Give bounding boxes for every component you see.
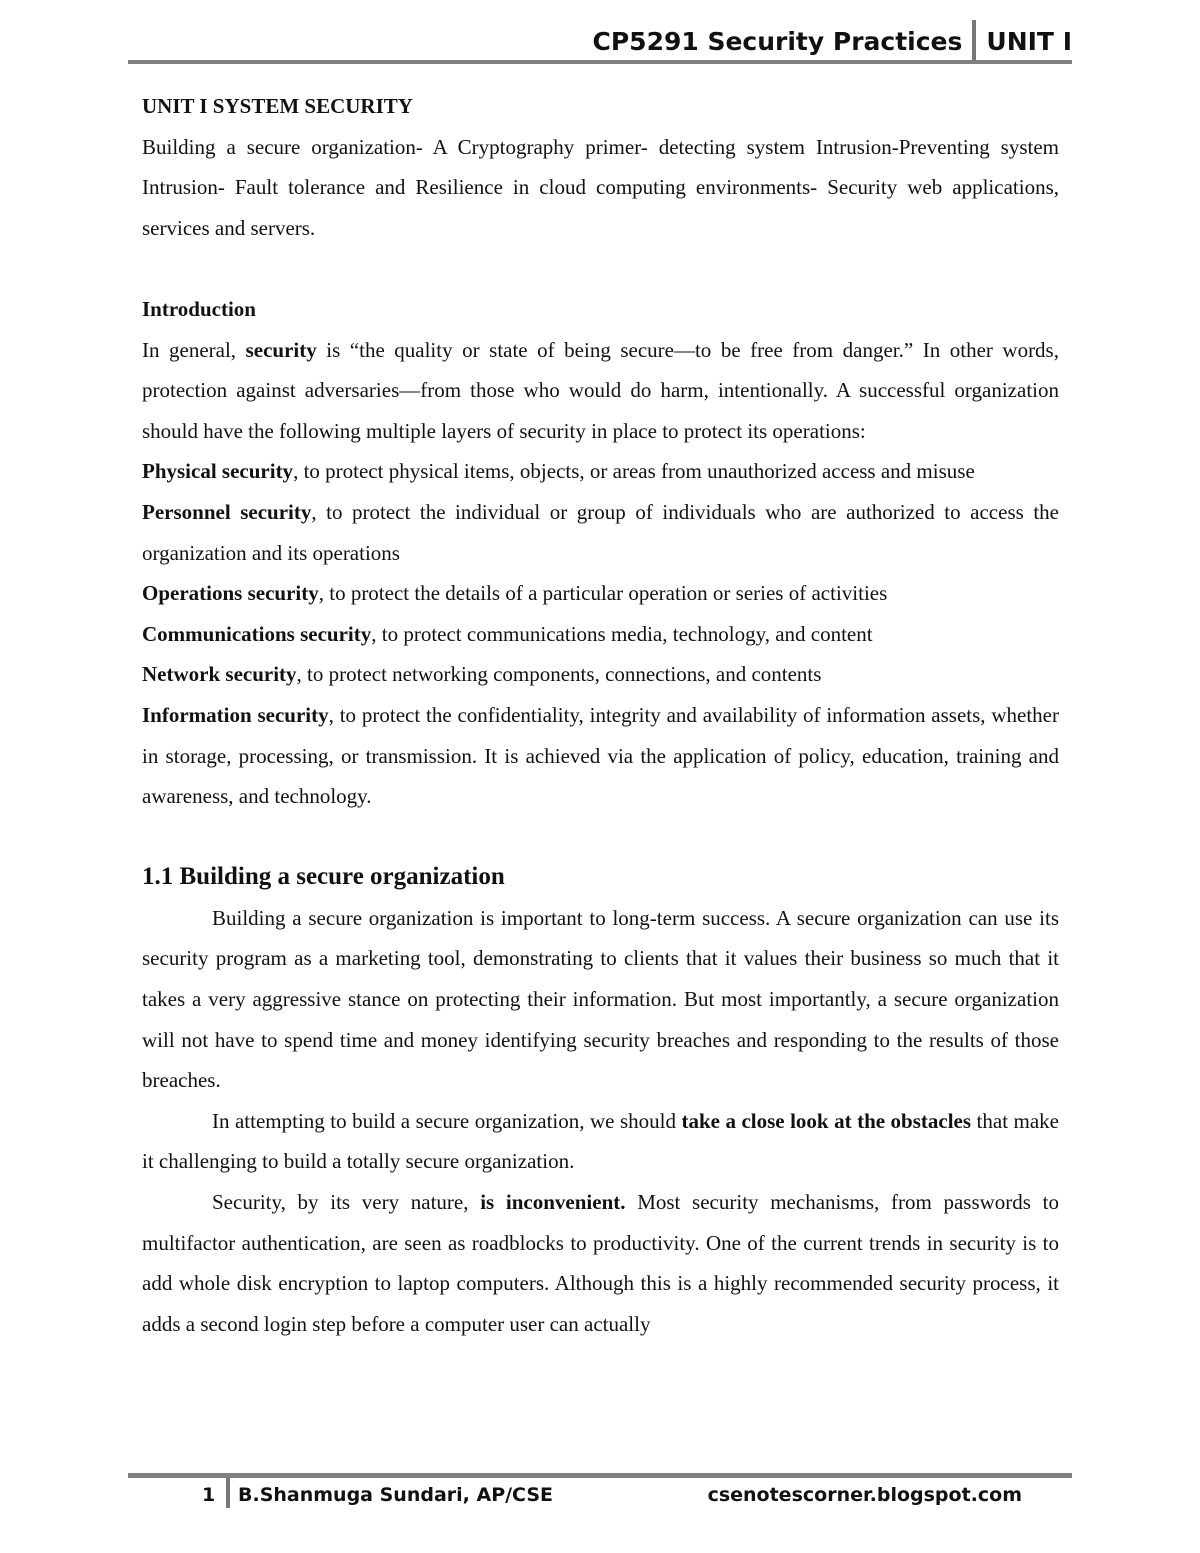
layer-desc: , to protect networking components, connections, and contents: [296, 662, 822, 687]
header-rule: [128, 60, 1072, 64]
page-footer: [128, 1478, 1072, 1514]
intro-text-b: is “the quality or state of being secure—to be free from danger.” In other words, protection against adversaries—from those who would do harm, intentionally. A successful organization should have the following multiple layers of security in place to protect its operations:: [142, 337, 1059, 443]
section-heading: 1.1 Building a secure organization: [142, 863, 505, 891]
intro-text-a: In general,: [142, 337, 246, 362]
footer-divider: [226, 1478, 230, 1508]
spacer: [142, 248, 1059, 289]
site-url: csenotescorner.blogspot.com: [707, 1484, 1022, 1506]
layer-desc: , to protect the details of a particular operation or series of activities: [318, 581, 888, 606]
layer-item: [142, 654, 1059, 695]
para2-text-b: that make it challenging to build a totally secure organization.: [142, 1108, 1060, 1174]
page-number: 1: [202, 1484, 216, 1506]
para3-bold: is inconvenient.: [480, 1190, 626, 1215]
layer-term: Personnel security: [142, 499, 312, 524]
section-paragraph-2: [142, 1101, 1059, 1182]
syllabus-paragraph: Building a secure organization- A Cryptography primer- detecting system Intrusion-Preventing system Intrusion- Fault tolerance and Resilience in cloud computing environments- Security web applications, services and servers.: [142, 134, 1059, 240]
layer-desc: , to protect communications media, technology, and content: [371, 621, 873, 646]
layer-term: Network security: [142, 662, 297, 687]
para2-bold: take a close look at the obstacles: [681, 1108, 972, 1133]
intro-heading: Introduction: [142, 296, 256, 321]
section-paragraph-1: Building a secure organization is important to long-term success. A secure organization can use its security program as a marketing tool, demonstrating to clients that it values their business so much that it takes a very aggressive stance on protecting their information. But most importantly, a secure organization will not have to spend time and money identifying security breaches and responding to the results of those breaches.: [142, 905, 1059, 1093]
document-body: [142, 86, 1059, 1344]
para3-text-a: Security, by its very nature,: [212, 1190, 481, 1215]
layer-item: [142, 573, 1059, 614]
para2-text-a: In attempting to build a secure organization, we should: [212, 1108, 682, 1133]
spacer: [142, 817, 1059, 858]
layer-term: Information security: [142, 702, 329, 727]
intro-paragraph: [142, 330, 1059, 452]
layer-item: [142, 492, 1059, 573]
para3-text-b: Most security mechanisms, from passwords to multifactor authentication, are seen as roadblocks to productivity. One of the current trends in security is to add whole disk encryption to laptop computers. Although this is a highly recommended security process, it adds a second login step before a computer user can actually: [142, 1190, 1060, 1336]
intro-term-security: security: [245, 337, 317, 362]
section-paragraph-3: [142, 1182, 1059, 1344]
layer-desc: , to protect the individual or group of individuals who are authorized to access the organization and its operations: [142, 499, 1059, 565]
unit-heading: UNIT I SYSTEM SECURITY: [142, 94, 413, 118]
layer-item: [142, 695, 1059, 817]
page-header: [593, 12, 1073, 64]
layer-desc: , to protect the confidentiality, integrity and availability of information assets, whether in storage, processing, or transmission. It is achieved via the application of policy, education, training and awareness, and technology.: [142, 702, 1059, 809]
layer-term: Operations security: [142, 581, 319, 606]
layer-item: [142, 614, 1059, 655]
layer-term: Physical security: [142, 459, 294, 484]
unit-label: UNIT I: [986, 27, 1072, 56]
layer-term: Communications security: [142, 621, 372, 646]
course-title: CP5291 Security Practices: [592, 27, 963, 56]
layer-desc: , to protect physical items, objects, or areas from unauthorized access and misuse: [293, 459, 975, 484]
author-name: B.Shanmuga Sundari, AP/CSE: [238, 1484, 554, 1506]
layer-item: [142, 451, 1059, 492]
